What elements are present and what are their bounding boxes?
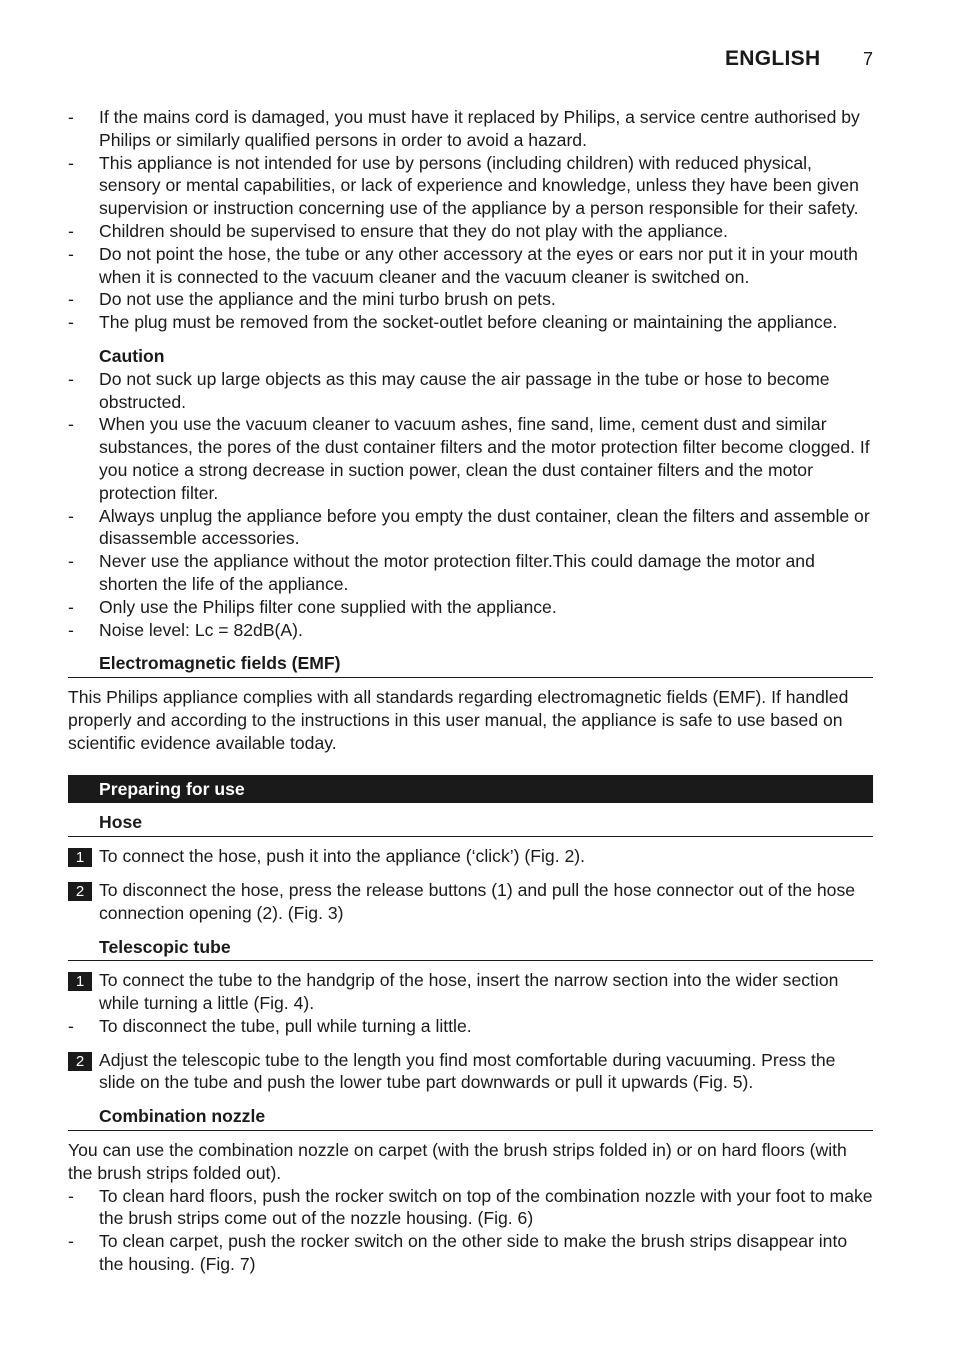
step-item <box>68 1049 873 1095</box>
list-item: - To clean carpet, push the rocker switch on the other side to make the brush strips disappear into the housing. (Fig. 7) <box>68 1231 848 1275</box>
list-item: - Only use the Philips filter cone supplied with the appliance. <box>68 596 557 617</box>
list-item-text: Children should be supervised to ensure that they do not play with the appliance. <box>99 220 728 241</box>
list-item: - Do not suck up large objects as this may cause the air passage in the tube or hose to become obstructed. <box>68 368 830 412</box>
list-item: - Children should be supervised to ensure that they do not play with the appliance. <box>68 220 728 241</box>
caution-heading: Caution <box>99 345 165 366</box>
list-item-text: Do not point the hose, the tube or any other accessory at the eyes or ears nor put it in your mouth when it is connected to the vacuum cleaner and the vacuum cleaner is switched on. <box>99 243 858 287</box>
list-item: - Noise level: Lc = 82dB(A). <box>68 619 303 640</box>
warnings-list <box>68 106 873 334</box>
list-item-text: This appliance is not intended for use by persons (including children) with reduced physical, sensory or mental capabilities, or lack of experience and knowledge, unless they have been given supervision or instruction concerning use of the appliance by a person responsible for their safety. <box>99 152 859 219</box>
step-item <box>68 969 873 1015</box>
list-item-text: Never use the appliance without the motor protection filter.This could damage the motor and shorten the life of the appliance. <box>99 551 815 594</box>
combination-nozzle-heading: Combination nozzle <box>68 1105 873 1131</box>
list-item-text: When you use the vacuum cleaner to vacuum ashes, fine sand, lime, cement dust and similar substances, the pores of the dust container filters and the motor protection filter become clogged. If you notice a strong decrease in suction power, clean the dust container filters and the motor protection filter. <box>99 414 870 503</box>
nozzle-paragraph: You can use the combination nozzle on carpet (with the brush strips folded in) or on hard floors (with the brush strips folded out). <box>68 1140 847 1183</box>
step-number: 1 <box>68 972 92 991</box>
list-item: - When you use the vacuum cleaner to vacuum ashes, fine sand, lime, cement dust and similar substances, the pores of the dust container filters and the motor protection filter become clogged. If you notice a strong decrease in suction power, clean the dust container filters and the motor protection filter. <box>68 414 870 503</box>
step-number: 1 <box>68 848 92 867</box>
list-item-text: If the mains cord is damaged, you must have it replaced by Philips, a service centre authorised by Philips or similarly qualified persons in order to avoid a hazard. <box>99 107 860 150</box>
list-item-text: Always unplug the appliance before you empty the dust container, clean the filters and assemble or disassemble accessories. <box>99 505 870 549</box>
page-number: 7 <box>863 49 874 69</box>
step-number: 2 <box>68 882 92 901</box>
step-number: 2 <box>68 1052 92 1071</box>
list-item-text: Do not suck up large objects as this may cause the air passage in the tube or hose to become obstructed. <box>99 368 830 412</box>
telescopic-tube-heading: Telescopic tube <box>68 936 873 962</box>
section-bar-preparing: Preparing for use <box>68 775 873 804</box>
step-text: To connect the hose, push it into the appliance (‘click’) (Fig. 2). <box>99 846 586 867</box>
manual-content <box>68 106 873 1276</box>
list-item: - To clean hard floors, push the rocker switch on top of the combination nozzle with your foot to make the brush strips come out of the nozzle housing. (Fig. 6) <box>68 1185 873 1229</box>
list-item: - Do not point the hose, the tube or any other accessory at the eyes or ears nor put it in your mouth when it is connected to the vacuum cleaner and the vacuum cleaner is switched on. <box>68 243 858 287</box>
list-item: - This appliance is not intended for use by persons (including children) with reduced physical, sensory or mental capabilities, or lack of experience and knowledge, unless they have been given supervision or instruction concerning use of the appliance by a person responsible for their safety. <box>68 152 859 219</box>
list-item-text: Do not use the appliance and the mini turbo brush on pets. <box>99 289 556 310</box>
list-item-text: Noise level: Lc = 82dB(A). <box>99 619 303 640</box>
step-text: To disconnect the hose, press the release buttons (1) and pull the hose connector out of the hose connection opening (2). (Fig. 3) <box>99 879 856 923</box>
step-item <box>68 845 873 868</box>
header-language: ENGLISH <box>725 47 821 70</box>
list-item: - Do not use the appliance and the mini turbo brush on pets. <box>68 289 556 310</box>
step-text: Adjust the telescopic tube to the length you find most comfortable during vacuuming. Press the slide on the tube and push the lower tube part downwards or pull it upwards (Fig. 5). <box>99 1049 836 1093</box>
caution-list <box>68 368 873 642</box>
emf-heading: Electromagnetic fields (EMF) <box>68 652 873 678</box>
list-item-text: To clean carpet, push the rocker switch on the other side to make the brush strips disappear into the housing. (Fig. 7) <box>99 1231 848 1275</box>
list-item-text: To clean hard floors, push the rocker switch on top of the combination nozzle with your foot to make the brush strips come out of the nozzle housing. (Fig. 6) <box>99 1185 873 1229</box>
step-item <box>68 879 873 925</box>
list-item-text: To disconnect the tube, pull while turning a little. <box>99 1015 472 1036</box>
list-item: - To disconnect the tube, pull while turning a little. <box>68 1015 472 1036</box>
list-item: - If the mains cord is damaged, you must have it replaced by Philips, a service centre authorised by Philips or similarly qualified persons in order to avoid a hazard. <box>68 107 860 150</box>
list-item: - Never use the appliance without the motor protection filter.This could damage the motor and shorten the life of the appliance. <box>68 551 815 594</box>
emf-paragraph: This Philips appliance complies with all standards regarding electromagnetic fields (EMF). If handled properly and according to the instructions in this user manual, the appliance is safe to use based on scientific evidence available today. <box>68 687 849 753</box>
list-item-text: The plug must be removed from the socket-outlet before cleaning or maintaining the appliance. <box>99 312 838 333</box>
hose-heading: Hose <box>68 811 873 837</box>
list-item-text: Only use the Philips filter cone supplied with the appliance. <box>99 596 557 617</box>
list-item: - Always unplug the appliance before you empty the dust container, clean the filters and assemble or disassemble accessories. <box>68 505 870 549</box>
list-item: - The plug must be removed from the socket-outlet before cleaning or maintaining the appliance. <box>68 312 838 333</box>
step-text: To connect the tube to the handgrip of the hose, insert the narrow section into the wider section while turning a little (Fig. 4). <box>99 970 839 1014</box>
